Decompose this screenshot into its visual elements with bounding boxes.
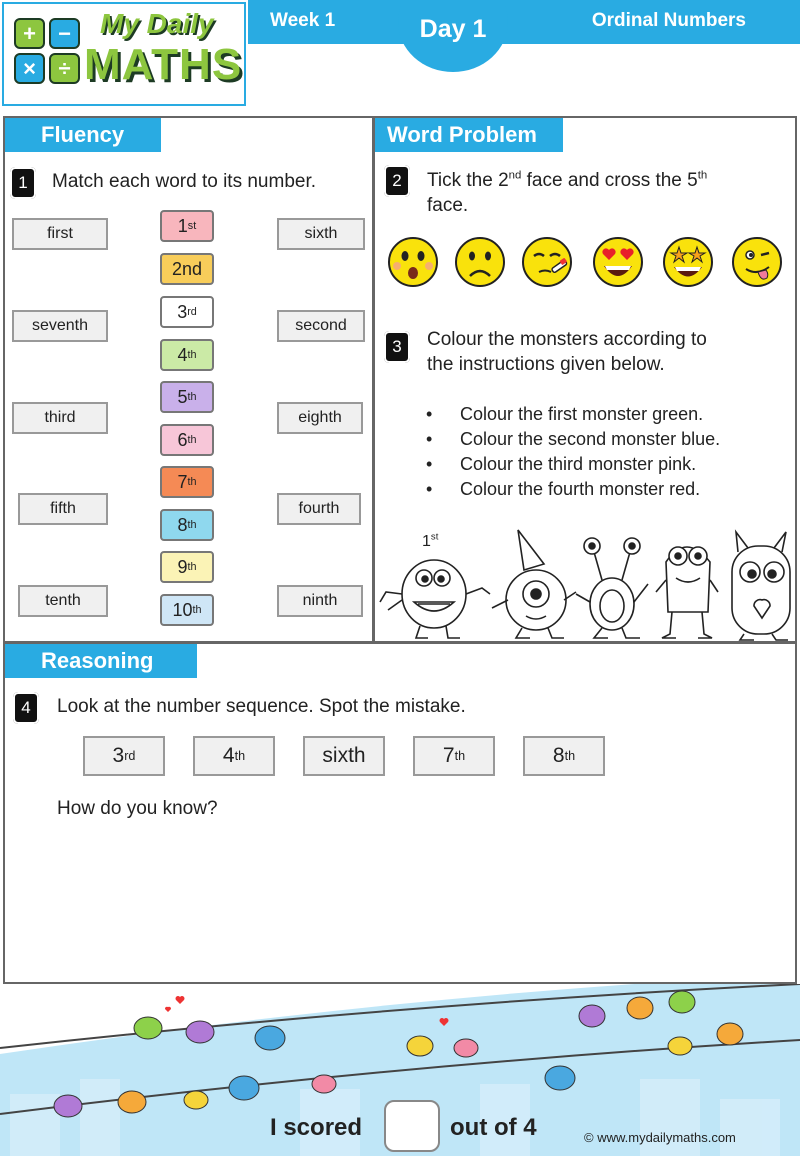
number-box-4th[interactable]: 4 th	[160, 339, 214, 371]
instruction-item: • Colour the fourth monster red.	[426, 477, 720, 502]
monster-2-icon	[492, 530, 576, 638]
instruction-item: • Colour the second monster blue.	[426, 427, 720, 452]
logo-title-line1: My Daily	[100, 8, 214, 39]
question-number-4: 4	[13, 692, 39, 724]
word-box-first[interactable]: first	[12, 218, 108, 250]
reasoning-prompt: Look at the number sequence. Spot the mistake.	[57, 696, 466, 717]
number-box-5th[interactable]: 5 th	[160, 381, 214, 413]
word-box-seventh[interactable]: seventh	[12, 310, 108, 342]
number-box-6th[interactable]: 6 th	[160, 424, 214, 456]
number-box-2nd[interactable]: 2nd	[160, 253, 214, 285]
header-bar	[248, 0, 800, 44]
question-2-text: Tick the 2nd face and cross the 5th face.	[427, 169, 708, 216]
monster-first-label: 1st	[422, 531, 439, 550]
sequence-box-3rd[interactable]: 3 rd	[83, 736, 165, 776]
topic-label: Ordinal Numbers	[591, 10, 746, 31]
number-box-10th[interactable]: 10 th	[160, 594, 214, 626]
word-box-eighth[interactable]: eighth	[277, 402, 363, 434]
minus-icon: −	[49, 18, 80, 49]
logo-symbols	[14, 18, 80, 84]
day-badge	[398, 0, 508, 72]
score-label: I scored	[270, 1114, 363, 1141]
week-label: Week 1	[270, 10, 336, 31]
monster-5-icon	[732, 532, 790, 640]
word-box-second[interactable]: second	[277, 310, 365, 342]
word-box-sixth[interactable]: sixth	[277, 218, 365, 250]
divide-icon: ÷	[49, 53, 80, 84]
score-out-of-label: out of 4	[450, 1114, 537, 1141]
monster-1-icon	[380, 560, 490, 638]
word-box-ninth[interactable]: ninth	[277, 585, 363, 617]
number-box-1st[interactable]: 1 st	[160, 210, 214, 242]
logo	[2, 2, 246, 106]
sequence-box-4th[interactable]: 4 th	[193, 736, 275, 776]
day-label: Day 1	[419, 15, 487, 43]
logo-title-line2: MATHS	[84, 40, 243, 89]
score-input-box[interactable]	[384, 1100, 440, 1152]
number-box-7th[interactable]: 7 th	[160, 466, 214, 498]
surprised-face-icon[interactable]	[387, 236, 439, 288]
sick-face-icon[interactable]	[521, 236, 573, 288]
word-problem-heading: Word Problem	[375, 118, 563, 152]
word-box-fourth[interactable]: fourth	[277, 493, 361, 525]
reasoning-heading: Reasoning	[5, 644, 197, 678]
monsters-illustration	[376, 522, 796, 642]
question-number-3: 3	[384, 331, 410, 363]
fluency-prompt: Match each word to its number.	[52, 171, 317, 192]
sequence-box-8th[interactable]: 8 th	[523, 736, 605, 776]
number-box-9th[interactable]: 9 th	[160, 551, 214, 583]
question-number-1: 1	[10, 167, 36, 199]
fluency-heading: Fluency	[5, 118, 161, 152]
question-number-2: 2	[384, 165, 410, 197]
tongue-out-face-icon[interactable]	[731, 236, 783, 288]
plus-icon: +	[14, 18, 45, 49]
word-box-tenth[interactable]: tenth	[18, 585, 108, 617]
multiply-icon: ×	[14, 53, 45, 84]
heart-eyes-face-icon[interactable]	[592, 236, 644, 288]
colour-instructions-list	[426, 402, 720, 502]
sequence-box-sixth[interactable]: sixth	[303, 736, 385, 776]
page-header	[0, 0, 800, 110]
number-box-8th[interactable]: 8 th	[160, 509, 214, 541]
sad-face-icon[interactable]	[454, 236, 506, 288]
copyright-text: © www.mydailymaths.com	[584, 1130, 736, 1145]
reasoning-followup: How do you know?	[57, 798, 218, 819]
star-eyes-face-icon[interactable]	[662, 236, 714, 288]
instruction-item: • Colour the third monster pink.	[426, 452, 720, 477]
number-box-3rd[interactable]: 3 rd	[160, 296, 214, 328]
question-3-text: Colour the monsters according to the instructions given below.	[427, 329, 707, 375]
instruction-item: • Colour the first monster green.	[426, 402, 720, 427]
word-box-third[interactable]: third	[12, 402, 108, 434]
word-box-fifth[interactable]: fifth	[18, 493, 108, 525]
monster-3-icon	[576, 538, 648, 638]
monster-4-icon	[656, 547, 718, 638]
sequence-box-7th[interactable]: 7 th	[413, 736, 495, 776]
